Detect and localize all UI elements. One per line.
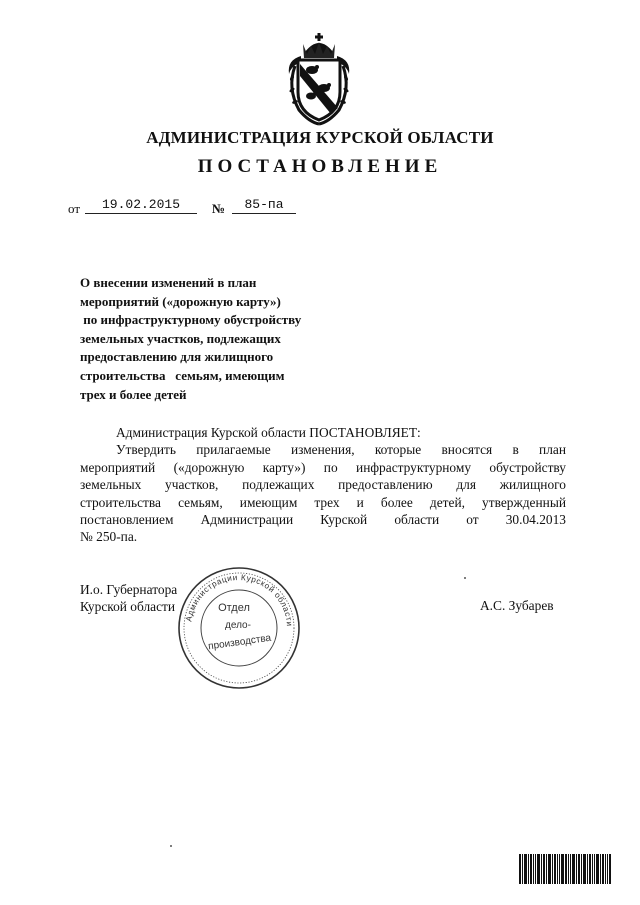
subject-line: О внесении изменений в план (80, 275, 257, 290)
subject-line: мероприятий («дорожную карту») (80, 293, 281, 309)
document-subject (80, 274, 370, 404)
subject-line: предоставлению для жилищного (80, 349, 274, 365)
body-line: Утвердить прилагаемые изменения, которые вносятся в план (116, 442, 566, 458)
stamp-center-line: производства (207, 632, 272, 653)
signatory-position-line: Курской области (80, 599, 176, 615)
stamp-ring-text: Администрации Курской области (184, 572, 295, 628)
body-intro: Администрация Курской области ПОСТАНОВЛЯЕТ: (116, 425, 421, 440)
body-line: земельных участков, подлежащих предоставлению для жилищного (80, 477, 566, 493)
signatory-name: А.С. Зубарев (480, 598, 554, 613)
registration-number: 85-па (232, 197, 296, 214)
body-line: строительства семьям, имеющим трех и более детей, утвержденный (80, 494, 566, 510)
organization-name: АДМИНИСТРАЦИЯ КУРСКОЙ ОБЛАСТИ (146, 128, 494, 147)
signatory-position-line: И.о. Губернатора (80, 582, 178, 597)
barcode-icon (519, 854, 611, 884)
registration-date: 19.02.2015 (85, 197, 197, 214)
date-prefix: от (68, 201, 81, 216)
document-body (80, 424, 566, 546)
stamp-center-line: дело- (225, 620, 251, 631)
number-prefix: № (212, 201, 226, 216)
round-seal-icon (176, 565, 302, 691)
subject-line: строительства семьям, имеющим (80, 367, 285, 383)
scan-speck (170, 845, 172, 847)
signatory-position (80, 581, 177, 616)
body-line: № 250-па. (80, 529, 138, 545)
subject-line: земельных участков, подлежащих (80, 330, 281, 346)
scan-speck (464, 577, 466, 579)
kursk-coat-of-arms-icon (281, 30, 357, 126)
body-line: мероприятий («дорожную карту») по инфраструктурному обустройству (80, 459, 566, 475)
subject-line: по инфраструктурному обустройству (80, 312, 302, 328)
stamp-center-line: Отдел (218, 602, 250, 614)
document-type-title: ПОСТАНОВЛЕНИЕ (197, 156, 443, 177)
subject-line: трех и более детей (80, 386, 187, 402)
body-line: постановлением Администрации Курской области от 30.04.2013 (80, 512, 566, 528)
